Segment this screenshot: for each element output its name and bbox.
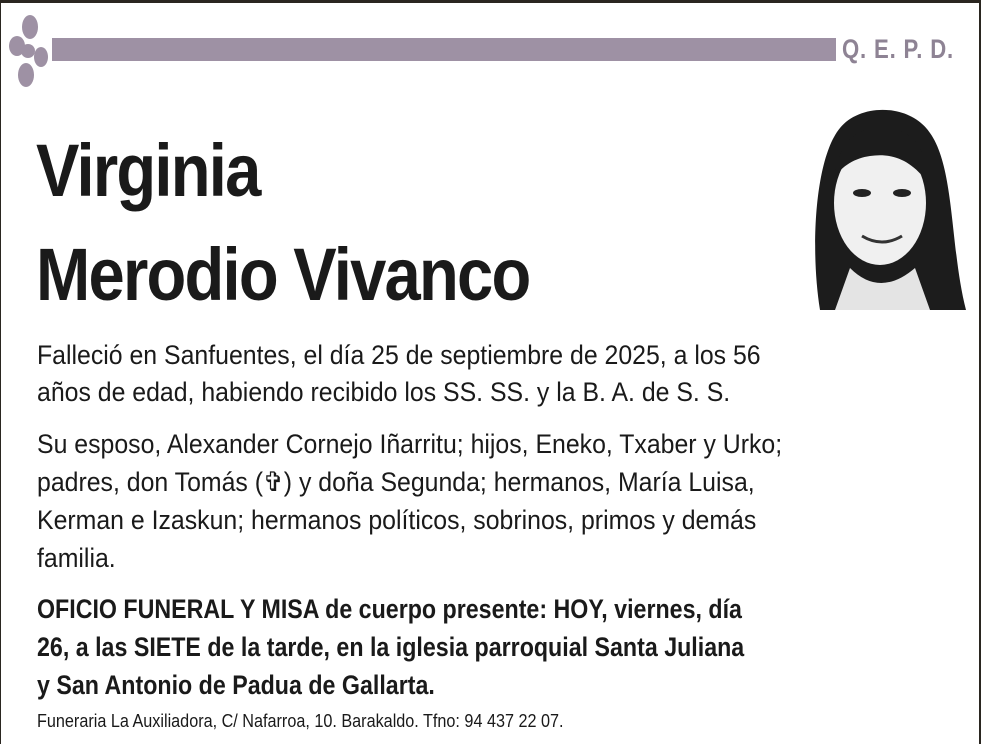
funeral-line: y San Antonio de Padua de Gallarta. <box>37 670 435 700</box>
death-notice-line: Falleció en Sanfuentes, el día 25 de septiembre de 2025, a los 56 <box>37 340 761 370</box>
lauburu-icon <box>8 13 48 88</box>
family-line: padres, don Tomás (✞) y doña Segunda; hermanos, María Luisa, <box>37 467 755 497</box>
funeral-line: OFICIO FUNERAL Y MISA de cuerpo presente: HOY, viernes, día <box>37 594 742 624</box>
family-line: Kerman e Izaskun; hermanos políticos, sobrinos, primos y demás <box>37 505 757 535</box>
funeral-line: 26, a las SIETE de la tarde, en la iglesia parroquial Santa Juliana <box>37 632 745 662</box>
family-line: familia. <box>37 543 116 573</box>
death-notice-line: años de edad, habiendo recibido los SS. SS. y la B. A. de S. S. <box>37 377 731 407</box>
funeral-home-footer: Funeraria La Auxiliadora, C/ Nafarroa, 10. Barakaldo. Tfno: 94 437 22 07. <box>37 711 564 731</box>
deceased-first-name: Virginia <box>36 129 260 212</box>
deceased-surnames: Merodio Vivanco <box>36 233 530 316</box>
qepd-heading: Q. E. P. D. <box>842 34 954 64</box>
header-bar <box>52 38 836 61</box>
portrait-photo <box>790 98 966 310</box>
family-line: Su esposo, Alexander Cornejo Iñarritu; hijos, Eneko, Txaber y Urko; <box>37 429 783 459</box>
